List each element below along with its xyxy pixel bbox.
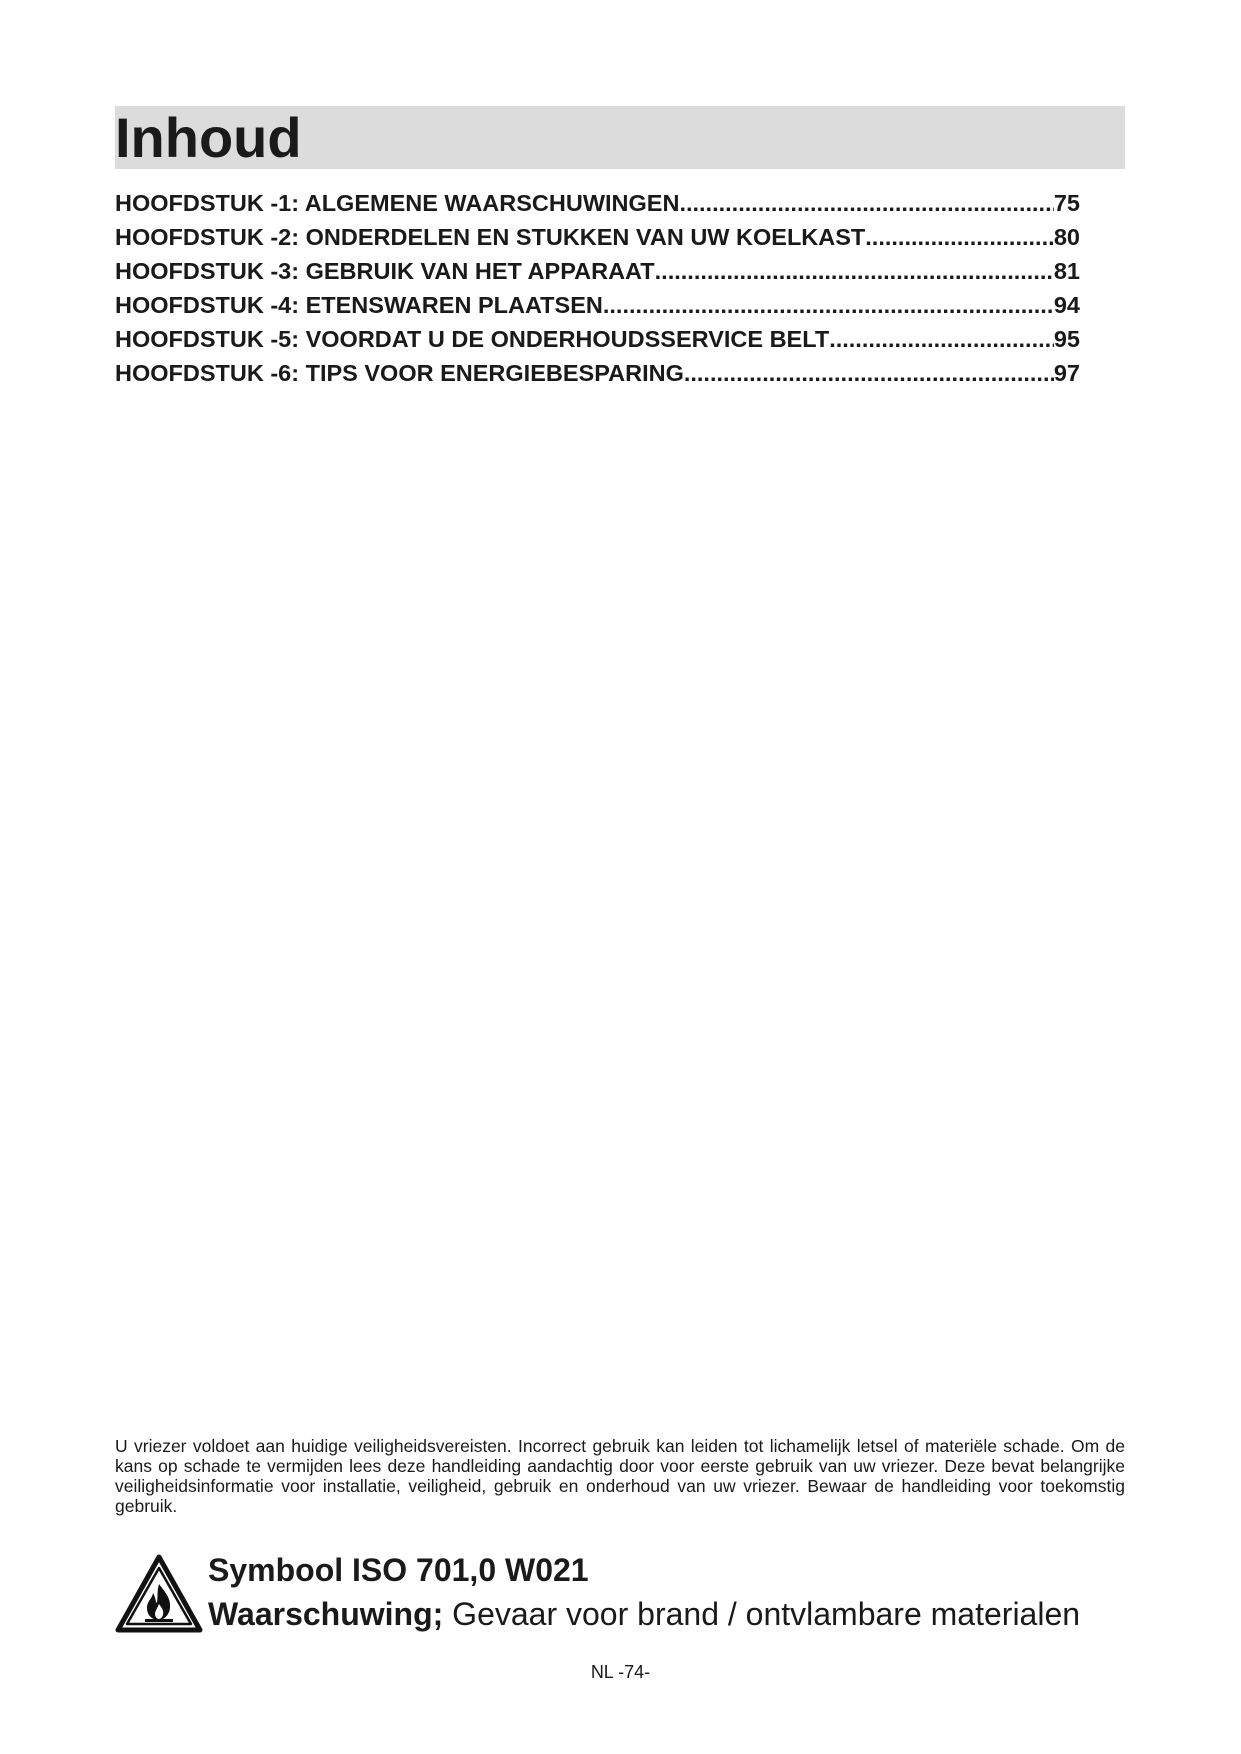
toc-page-number: 75 <box>1053 190 1080 216</box>
toc-leader-dots <box>865 224 1054 251</box>
toc-entry-6[interactable] <box>115 360 1080 394</box>
warning-symbol-title: Symbool ISO 701,0 W021 <box>208 1552 589 1588</box>
toc-entry-4[interactable] <box>115 292 1080 326</box>
toc-page-number: 80 <box>1053 224 1080 250</box>
toc-page-number: 97 <box>1053 360 1080 386</box>
warning-block <box>115 1550 1125 1650</box>
toc-entry-3[interactable] <box>115 258 1080 292</box>
table-of-contents <box>115 190 1080 394</box>
toc-entry-label: HOOFDSTUK -2: ONDERDELEN EN STUKKEN VAN UW KOELKAST <box>115 224 866 250</box>
toc-entry-5[interactable] <box>115 326 1080 360</box>
warning-label: Waarschuwing; <box>208 1596 444 1632</box>
toc-entry-label: HOOFDSTUK -1: ALGEMENE WAARSCHUWINGEN <box>115 190 680 216</box>
toc-page-number: 94 <box>1053 292 1080 318</box>
toc-leader-dots <box>829 326 1054 353</box>
toc-entry-label: HOOFDSTUK -6: TIPS VOOR ENERGIEBESPARING <box>115 360 684 386</box>
fire-warning-triangle-icon <box>115 1554 203 1634</box>
title-bar <box>115 106 1125 169</box>
page-title: Inhoud <box>115 106 302 169</box>
toc-entry-label: HOOFDSTUK -5: VOORDAT U DE ONDERHOUDSSERVICE BELT <box>115 326 830 352</box>
page-number: NL -74- <box>590 1662 651 1682</box>
toc-entry-1[interactable] <box>115 190 1080 224</box>
warning-text: Gevaar voor brand / ontvlambare materialen <box>443 1596 1081 1632</box>
toc-page-number: 95 <box>1053 326 1080 352</box>
toc-entry-label: HOOFDSTUK -4: ETENSWAREN PLAATSEN <box>115 292 603 318</box>
warning-description <box>208 1594 1080 1634</box>
toc-leader-dots <box>679 190 1053 217</box>
toc-page-number: 81 <box>1053 258 1080 284</box>
toc-leader-dots <box>684 360 1054 387</box>
intro-paragraph: U vriezer voldoet aan huidige veiligheidsvereisten. Incorrect gebruik kan leiden tot lichamelijk letsel of materiële schade. Om de kans op schade te vermijden lees deze handleiding aandachtig door voor eerste gebruik van uw vriezer. Deze bevat belangrijke veiligheidsinformatie voor installatie, veiligheid, gebruik en onderhoud van uw vriezer. Bewaar de handleiding voor toekomstig gebruik. <box>115 1436 1125 1516</box>
toc-leader-dots <box>655 258 1054 285</box>
toc-entry-2[interactable] <box>115 224 1080 258</box>
toc-entry-label: HOOFDSTUK -3: GEBRUIK VAN HET APPARAAT <box>115 258 655 284</box>
toc-leader-dots <box>603 292 1054 319</box>
